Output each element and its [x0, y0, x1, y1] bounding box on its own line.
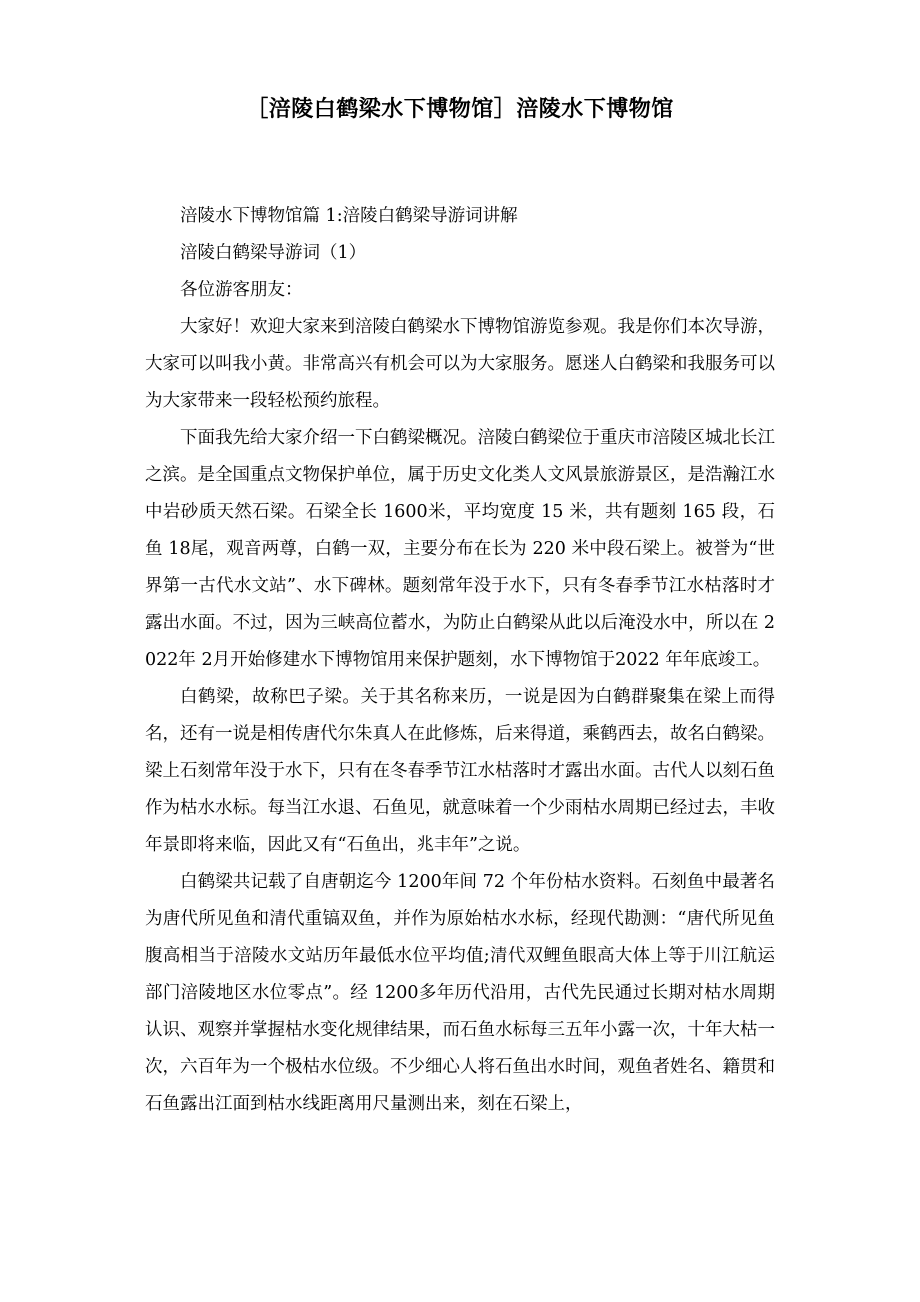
paragraph-records: 白鹤梁共记载了自唐朝迄今 1200年间 72 个年份枯水资料。石刻鱼中最著名为唐代所见鱼和清代重镐双鱼，并作为原始枯水水标，经现代勘测：“唐代所见鱼腹高相当于涪陵水文站历年最低水位平均值;清代双鲤鱼眼高大体上等于川江航运部门涪陵地区水位零点”。经 1200多年历代沿用，古代先民通过长期对枯水周期认识、观察并掌握枯水变化规律结果，而石鱼水标每三五年小露一次，十年大枯一次，六百年为一个极枯水位级。不少细心人将石鱼出水时间，观鱼者姓名、籍贯和石鱼露出江面到枯水线距离用尺量测出来，刻在石梁上， — [145, 872, 775, 1114]
document-title: ［涪陵白鹤梁水下博物馆］涪陵水下博物馆 — [246, 97, 674, 122]
paragraph-greeting: 各位游客朋友： — [180, 280, 303, 300]
paragraph-section-heading: 涪陵白鹤梁导游词（1） — [180, 243, 367, 263]
paragraph-subtitle: 涪陵水下博物馆篇 1:涪陵白鹤梁导游词讲解 — [180, 206, 518, 226]
paragraph-overview: 下面我先给大家介绍一下白鹤梁概况。涪陵白鹤梁位于重庆市涪陵区城北长江之滨。是全国重点文物保护单位，属于历史文化类人文风景旅游景区，是浩瀚江水中岩砂质天然石梁。石梁全长 1600米，平均宽度 15 米，共有题刻 165 段，石鱼 18尾，观音两尊，白鹤一双，主要分布在长为 220 米中段石梁上。被誉为“世界第一古代水文站”、水下碑林。题刻常年没于水下，只有冬春季节江水枯落时才露出水面。不过，因为三峡高位蓄水，为防止白鹤梁从此以后淹没水中，所以在 2022年 2月开始修建水下博物馆用来保护题刻，水下博物馆于2022 年年底竣工。 — [145, 428, 775, 670]
paragraph-welcome: 大家好！欢迎大家来到涪陵白鹤梁水下博物馆游览参观。我是你们本次导游，大家可以叫我小黄。非常高兴有机会可以为大家服务。愿迷人白鹤梁和我服务可以为大家带来一段轻松预约旅程。 — [145, 317, 775, 411]
paragraph-name-origin: 白鹤梁，故称巴子梁。关于其名称来历，一说是因为白鹤群聚集在梁上而得名，还有一说是相传唐代尔朱真人在此修炼，后来得道，乘鹤西去，故名白鹤梁。梁上石刻常年没于水下，只有在冬春季节江水枯落时才露出水面。古代人以刻石鱼作为枯水水标。每当江水退、石鱼见，就意味着一个少雨枯水周期已经过去，丰收年景即将来临，因此又有“石鱼出，兆丰年”之说。 — [145, 687, 775, 855]
document-body — [145, 198, 775, 1123]
